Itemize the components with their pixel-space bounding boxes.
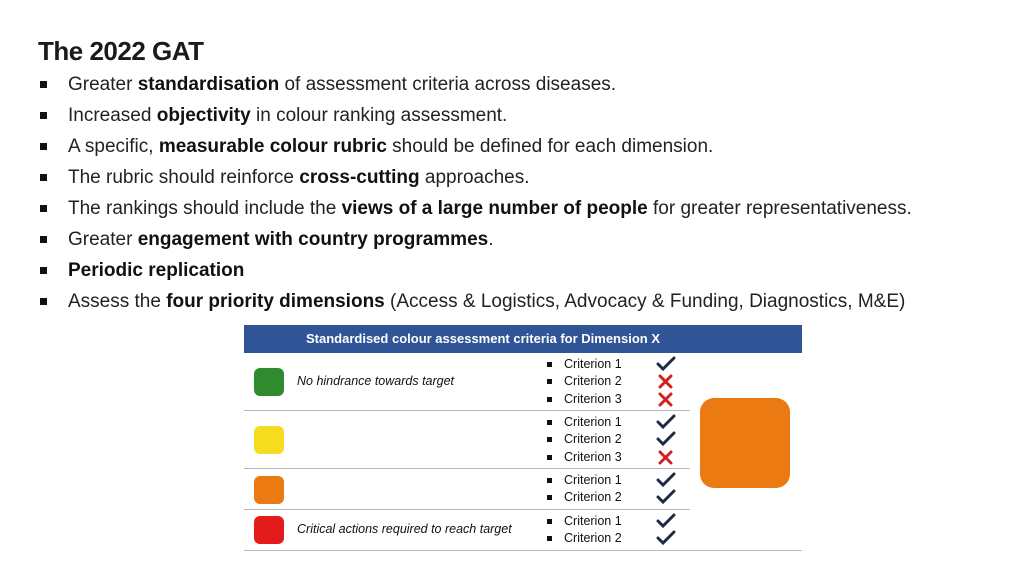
- criterion-label: Criterion 1: [564, 357, 622, 371]
- criterion-label: Criterion 1: [564, 415, 622, 429]
- criterion-item: [544, 489, 622, 506]
- bullet-item: [38, 133, 912, 164]
- bullet-item: [38, 71, 912, 102]
- table-header: [244, 325, 802, 353]
- criterion-item: [544, 431, 622, 448]
- row-description: No hindrance towards target: [297, 374, 455, 388]
- bullet-bold-text: four priority dimensions: [166, 291, 385, 312]
- bullet-text: .: [488, 229, 494, 250]
- slide-title: The 2022 GAT: [38, 36, 204, 66]
- bullet-bold-text: views of a large number of people: [341, 198, 648, 219]
- bullet-list: [38, 71, 912, 319]
- cross-icon: [656, 449, 676, 466]
- bullet-text: should be defined for each dimension.: [386, 136, 714, 157]
- bullet-text: (Access & Logistics, Advocacy & Funding, Diagnostics, M&E): [384, 291, 906, 312]
- bullet-square-icon: [547, 379, 552, 384]
- criterion-item: [544, 391, 622, 408]
- bullet-square-icon: [40, 174, 47, 181]
- bullet-square-icon: [40, 81, 47, 88]
- bullet-square-icon: [40, 143, 47, 150]
- criterion-label: Criterion 2: [564, 531, 622, 546]
- criterion-label: Criterion 2: [564, 374, 622, 389]
- bullet-item: [38, 288, 912, 319]
- table-row: [244, 510, 690, 549]
- criterion-label: Criterion 3: [564, 449, 622, 464]
- bullet-square-icon: [40, 205, 47, 212]
- bullet-bold-text: engagement with country programmes: [137, 229, 489, 250]
- criterion-item: [544, 530, 622, 547]
- check-icon: [656, 530, 676, 547]
- bullet-item: [38, 257, 912, 288]
- bullet-square-icon: [40, 298, 47, 305]
- criterion-item: [544, 373, 622, 390]
- assessment-table: [244, 325, 802, 551]
- criterion-item: [544, 449, 622, 466]
- bullet-item: [38, 102, 912, 133]
- bullet-text: Greater: [68, 74, 138, 95]
- table-row: [244, 353, 690, 411]
- bullet-square-icon: [40, 267, 47, 274]
- criteria-list: [544, 513, 622, 548]
- bullet-text: Increased: [68, 105, 157, 126]
- criteria-list: [544, 414, 622, 466]
- bullet-text: in colour ranking assessment.: [250, 105, 508, 126]
- bullet-square-icon: [547, 478, 552, 483]
- table-bottom-rule: [244, 550, 802, 551]
- criteria-list: [544, 472, 622, 507]
- table-row: [244, 411, 690, 469]
- bullet-square-icon: [547, 397, 552, 402]
- bullet-text: Assess the: [68, 291, 167, 312]
- colour-swatch: [254, 426, 284, 454]
- bullet-bold-text: Periodic replication: [68, 260, 245, 281]
- table-header-text: Standardised colour assessment criteria for Dimension X: [306, 331, 661, 346]
- bullet-text: Greater: [68, 229, 138, 250]
- criterion-item: [544, 513, 622, 530]
- bullet-bold-text: standardisation: [137, 74, 280, 95]
- bullet-square-icon: [547, 437, 552, 442]
- criterion-label: Criterion 3: [564, 391, 622, 406]
- criterion-label: Criterion 1: [564, 473, 622, 487]
- check-icon: [656, 414, 676, 431]
- colour-swatch: [254, 516, 284, 544]
- colour-swatch: [254, 476, 284, 504]
- check-icon: [656, 356, 676, 373]
- table-row: [244, 469, 690, 510]
- criterion-item: [544, 472, 622, 489]
- bullet-text: of assessment criteria across diseases.: [279, 74, 617, 95]
- check-icon: [656, 431, 676, 448]
- criterion-label: Criterion 2: [564, 490, 622, 505]
- bullet-bold-text: objectivity: [156, 105, 251, 126]
- criteria-list: [544, 356, 622, 408]
- bullet-item: [38, 164, 912, 195]
- bullet-text: The rankings should include the: [68, 198, 342, 219]
- bullet-text: A specific,: [68, 136, 159, 157]
- bullet-text: The rubric should reinforce: [68, 167, 300, 188]
- cross-icon: [656, 373, 676, 390]
- bullet-text: approaches.: [419, 167, 530, 188]
- bullet-bold-text: measurable colour rubric: [158, 136, 387, 157]
- check-icon: [656, 489, 676, 506]
- cross-icon: [656, 391, 676, 408]
- criterion-label: Criterion 2: [564, 432, 622, 447]
- colour-swatch: [254, 368, 284, 396]
- criterion-item: [544, 356, 622, 373]
- bullet-square-icon: [547, 362, 552, 367]
- bullet-square-icon: [40, 112, 47, 119]
- row-description: Critical actions required to reach target: [297, 522, 512, 536]
- bullet-item: [38, 226, 912, 257]
- criterion-item: [544, 414, 622, 431]
- check-icon: [656, 513, 676, 530]
- bullet-square-icon: [547, 519, 552, 524]
- criterion-label: Criterion 1: [564, 514, 622, 528]
- bullet-square-icon: [547, 495, 552, 500]
- bullet-square-icon: [547, 455, 552, 460]
- overall-result-swatch: [700, 398, 790, 488]
- bullet-square-icon: [547, 536, 552, 541]
- bullet-text: for greater representativeness.: [647, 198, 912, 219]
- bullet-square-icon: [547, 420, 552, 425]
- bullet-square-icon: [40, 236, 47, 243]
- check-icon: [656, 472, 676, 489]
- bullet-item: [38, 195, 912, 226]
- bullet-bold-text: cross-cutting: [299, 167, 420, 188]
